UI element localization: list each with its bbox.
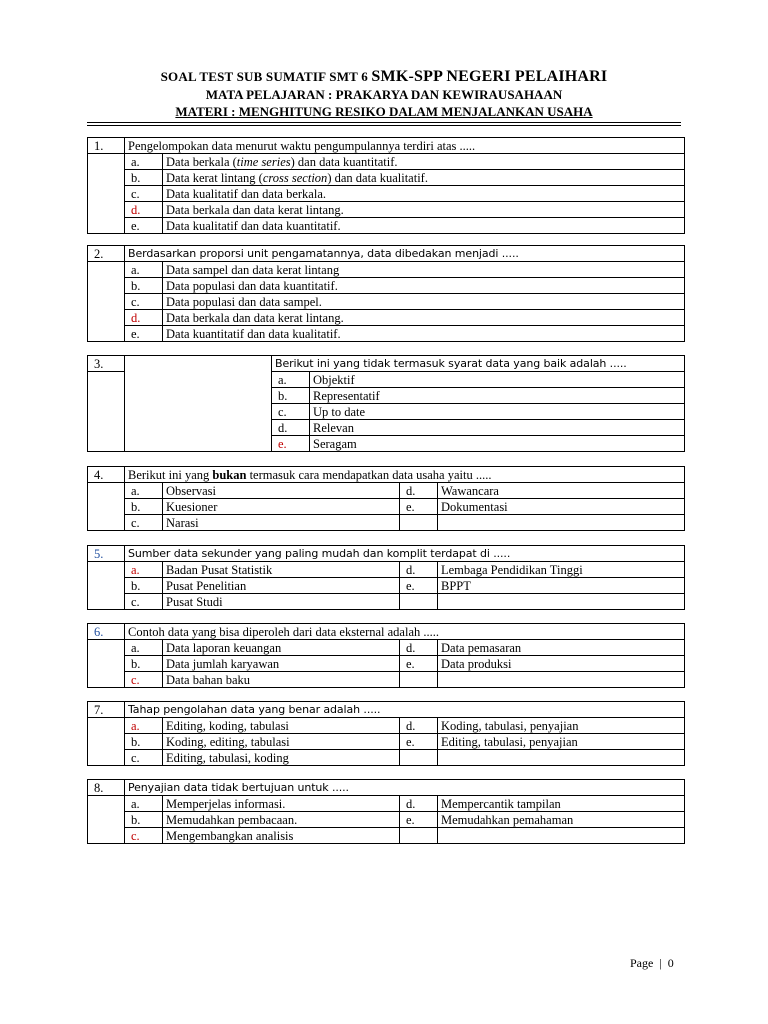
option-row (88, 594, 685, 610)
option-text: Editing, tabulasi, koding (163, 750, 400, 766)
option-letter: b. (125, 812, 163, 828)
option-letter: d. (272, 420, 310, 436)
option-letter: d. (400, 640, 438, 656)
option-row (88, 278, 685, 294)
document-header (0, 68, 768, 120)
option-text: Data berkala dan data kerat lintang. (163, 202, 685, 218)
option-text: Koding, editing, tabulasi (163, 734, 400, 750)
option-letter: a. (272, 372, 310, 388)
option-text: Data kualitatif dan data kuantitatif. (163, 218, 685, 234)
question-3 (87, 355, 685, 452)
option-letter: e. (400, 734, 438, 750)
option-text: Up to date (310, 404, 685, 420)
option-row (88, 796, 685, 812)
option-letter: b. (272, 388, 310, 404)
option-text: Data bahan baku (163, 672, 400, 688)
option-text: Representatif (310, 388, 685, 404)
option-text: Data sampel dan data kerat lintang (163, 262, 685, 278)
option-text: Pusat Penelitian (163, 578, 400, 594)
page-separator: | (659, 956, 662, 970)
option-text: Editing, tabulasi, penyajian (438, 734, 685, 750)
question-text: Contoh data yang bisa diperoleh dari data eksternal adalah ..... (125, 624, 685, 640)
option-row (88, 202, 685, 218)
option-letter: c. (125, 186, 163, 202)
option-text: Mengembangkan analisis (163, 828, 400, 844)
option-letter: e. (400, 656, 438, 672)
question-number: 5. (88, 546, 125, 562)
option-text: Data kualitatif dan data berkala. (163, 186, 685, 202)
question-text: Pengelompokan data menurut waktu pengumpulannya terdiri atas ..... (125, 138, 685, 154)
option-text: Data kuantitatif dan data kualitatif. (163, 326, 685, 342)
question-number: 8. (88, 780, 125, 796)
option-letter: e. (125, 218, 163, 234)
option-letter: a. (125, 640, 163, 656)
option-text: Observasi (163, 483, 400, 499)
option-letter: e. (125, 326, 163, 342)
option-row (88, 515, 685, 531)
option-row (88, 499, 685, 515)
option-text: Mempercantik tampilan (438, 796, 685, 812)
option-text: Pusat Studi (163, 594, 400, 610)
option-letter: a. (125, 262, 163, 278)
topic-line: MATERI : MENGHITUNG RESIKO DALAM MENJALANKAN USAHA (175, 104, 593, 119)
header-divider-2 (87, 125, 681, 126)
option-letter: b. (125, 170, 163, 186)
question-text: Tahap pengolahan data yang benar adalah ..... (125, 702, 685, 718)
option-row (88, 483, 685, 499)
option-letter: b. (125, 734, 163, 750)
option-text: Wawancara (438, 483, 685, 499)
option-letter: d. (400, 718, 438, 734)
answer-letter: e. (272, 436, 310, 452)
option-letter: c. (125, 515, 163, 531)
option-text: Data jumlah karyawan (163, 656, 400, 672)
option-text: Memudahkan pembacaan. (163, 812, 400, 828)
option-letter: c. (125, 594, 163, 610)
page-number: 0 (667, 956, 674, 970)
option-text: Data berkala (time series) dan data kuantitatif. (163, 154, 685, 170)
option-letter: b. (125, 578, 163, 594)
question-2 (87, 245, 685, 342)
option-text: Data produksi (438, 656, 685, 672)
question-text: Penyajian data tidak bertujuan untuk ..... (125, 780, 685, 796)
option-row (88, 326, 685, 342)
question-text: Berikut ini yang tidak termasuk syarat data yang baik adalah ..... (272, 356, 685, 372)
option-row (88, 578, 685, 594)
option-letter: b. (125, 499, 163, 515)
option-text: Kuesioner (163, 499, 400, 515)
question-text: Berikut ini yang bukan termasuk cara mendapatkan data usaha yaitu ..... (125, 467, 685, 483)
school-name: SMK-SPP NEGERI PELAIHARI (371, 68, 608, 85)
option-row (88, 656, 685, 672)
question-number: 7. (88, 702, 125, 718)
option-letter: a. (125, 483, 163, 499)
question-8 (87, 779, 685, 844)
option-row (88, 294, 685, 310)
blank-cell (125, 356, 272, 452)
option-letter: b. (125, 656, 163, 672)
option-text: Data kerat lintang (cross section) dan data kualitatif. (163, 170, 685, 186)
option-text: Lembaga Pendidikan Tinggi (438, 562, 685, 578)
option-row (88, 170, 685, 186)
subject-line: MATA PELAJARAN : PRAKARYA DAN KEWIRAUSAHAAN (205, 87, 563, 102)
option-text: Relevan (310, 420, 685, 436)
option-text: Data berkala dan data kerat lintang. (163, 310, 685, 326)
question-number: 1. (88, 138, 125, 154)
answer-letter: d. (125, 310, 163, 326)
option-letter: a. (125, 796, 163, 812)
header-divider (87, 122, 681, 123)
option-row (88, 672, 685, 688)
option-row (88, 750, 685, 766)
option-text: Objektif (310, 372, 685, 388)
option-letter: c. (272, 404, 310, 420)
question-number: 2. (88, 246, 125, 262)
option-letter: e. (400, 578, 438, 594)
page-footer (630, 956, 674, 971)
option-text: Data populasi dan data kuantitatif. (163, 278, 685, 294)
answer-letter: a. (125, 562, 163, 578)
question-6 (87, 623, 685, 688)
answer-letter: d. (125, 202, 163, 218)
question-4 (87, 466, 685, 531)
question-1 (87, 137, 685, 234)
option-text: Data laporan keuangan (163, 640, 400, 656)
option-letter: e. (400, 812, 438, 828)
answer-letter: a. (125, 718, 163, 734)
option-text: Badan Pusat Statistik (163, 562, 400, 578)
option-letter: c. (125, 294, 163, 310)
option-text: BPPT (438, 578, 685, 594)
option-text: Editing, koding, tabulasi (163, 718, 400, 734)
option-letter: a. (125, 154, 163, 170)
option-text: Memudahkan pemahaman (438, 812, 685, 828)
option-text: Narasi (163, 515, 400, 531)
option-row (88, 262, 685, 278)
option-row (88, 218, 685, 234)
option-row (88, 562, 685, 578)
question-text: Berdasarkan proporsi unit pengamatannya, data dibedakan menjadi ..... (125, 246, 685, 262)
question-number: 6. (88, 624, 125, 640)
option-row (88, 640, 685, 656)
option-letter: d. (400, 562, 438, 578)
option-text: Data populasi dan data sampel. (163, 294, 685, 310)
question-number: 3. (88, 356, 125, 372)
option-letter: e. (400, 499, 438, 515)
answer-letter: c. (125, 828, 163, 844)
question-7 (87, 701, 685, 766)
option-letter: c. (125, 750, 163, 766)
option-text: Seragam (310, 436, 685, 452)
option-letter: d. (400, 483, 438, 499)
option-text: Dokumentasi (438, 499, 685, 515)
option-row (88, 310, 685, 326)
option-text: Memperjelas informasi. (163, 796, 400, 812)
exam-title: SOAL TEST SUB SUMATIF SMT 6 SMK-SPP NEGERI PELAIHARI (160, 68, 608, 85)
option-row (88, 734, 685, 750)
option-letter: b. (125, 278, 163, 294)
page-label: Page (630, 956, 654, 970)
option-row (88, 718, 685, 734)
option-row (88, 186, 685, 202)
option-row (88, 828, 685, 844)
option-text: Koding, tabulasi, penyajian (438, 718, 685, 734)
question-number: 4. (88, 467, 125, 483)
question-text: Sumber data sekunder yang paling mudah dan komplit terdapat di ..... (125, 546, 685, 562)
answer-letter: c. (125, 672, 163, 688)
question-5 (87, 545, 685, 610)
option-row (88, 154, 685, 170)
option-text: Data pemasaran (438, 640, 685, 656)
option-letter: d. (400, 796, 438, 812)
option-row (88, 812, 685, 828)
